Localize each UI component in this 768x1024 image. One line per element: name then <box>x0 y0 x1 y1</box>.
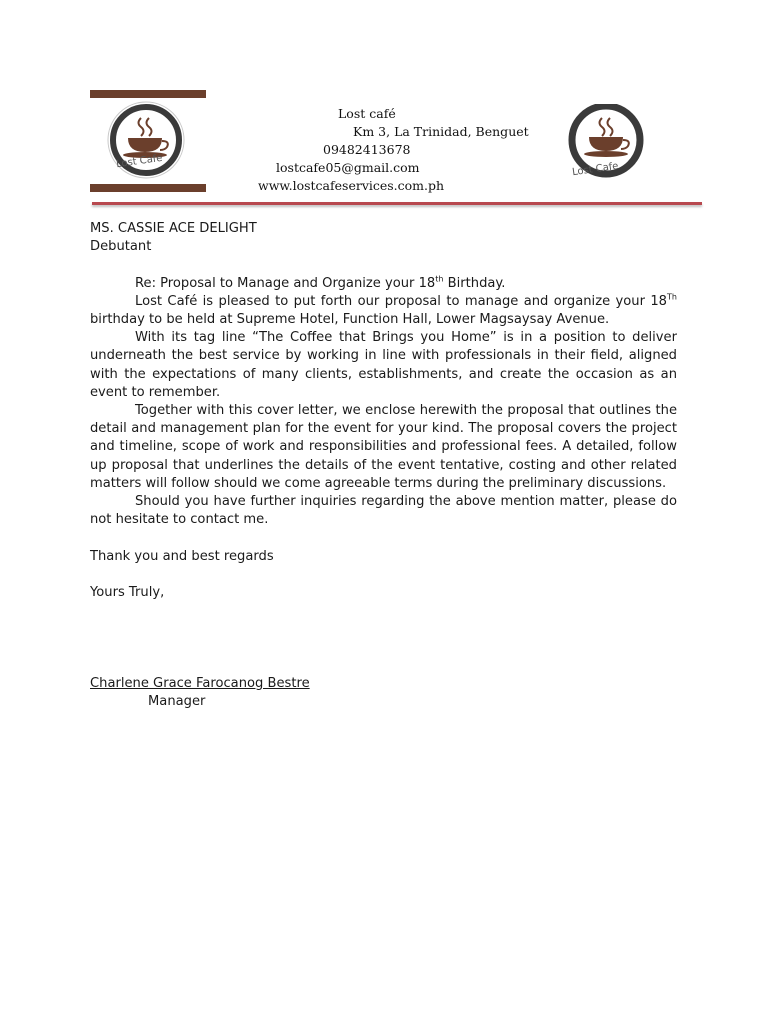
signer-name: Charlene Grace Farocanog Bestre <box>90 675 310 691</box>
logo-left <box>90 90 206 192</box>
logo-bottom-bar <box>90 184 206 192</box>
valediction: Yours Truly, <box>90 585 165 601</box>
coffee-cup-logo-icon <box>95 100 201 182</box>
logo-right-text: Lost Cafe <box>571 160 620 179</box>
recipient-title: Debutant <box>90 239 152 255</box>
paragraph-3: Together with this cover letter, we enclose herewith the proposal that outlines the detail and management plan for the event for your kind. The proposal covers the project and timeline, scope of work and responsibilities and professional fees. A detailed, follow up proposal that underlines the details of the event tentative, costing and other related matters will follow should we come agreeable terms during the preliminary discussions. <box>90 403 677 491</box>
logo-top-bar <box>90 90 206 98</box>
paragraph-2: With its tag line “The Coffee that Brings you Home” is in a position to deliver underneath the best service by working in line with professionals in their field, aligned with the expectations of many clients, establishments, and create the occasion as an event to remember. <box>90 330 677 400</box>
header-divider <box>92 202 702 205</box>
company-website: www.lostcafeservices.com.ph <box>258 178 445 193</box>
logo-right <box>552 104 660 188</box>
company-address: Km 3, La Trinidad, Benguet <box>353 124 529 139</box>
subject-line: Re: Proposal to Manage and Organize your 18th Birthday. <box>135 274 506 291</box>
closing-thanks: Thank you and best regards <box>90 548 274 564</box>
company-name: Lost café <box>338 106 396 121</box>
company-email: lostcafe05@gmail.com <box>276 160 420 175</box>
letter-body <box>90 220 677 711</box>
paragraph-1: Lost Café is pleased to put forth our proposal to manage and organize your 18Th birthday to be held at Supreme Hotel, Function Hall, Lower Magsaysay Avenue. <box>90 292 677 327</box>
paragraph-4: Should you have further inquiries regarding the above mention matter, please do not hesitate to contact me. <box>90 494 677 528</box>
signer-title: Manager <box>148 694 206 710</box>
logo-left-text: Lost Cafe <box>115 152 164 171</box>
company-phone: 09482413678 <box>323 142 411 157</box>
recipient-name: MS. CASSIE ACE DELIGHT <box>90 221 257 236</box>
